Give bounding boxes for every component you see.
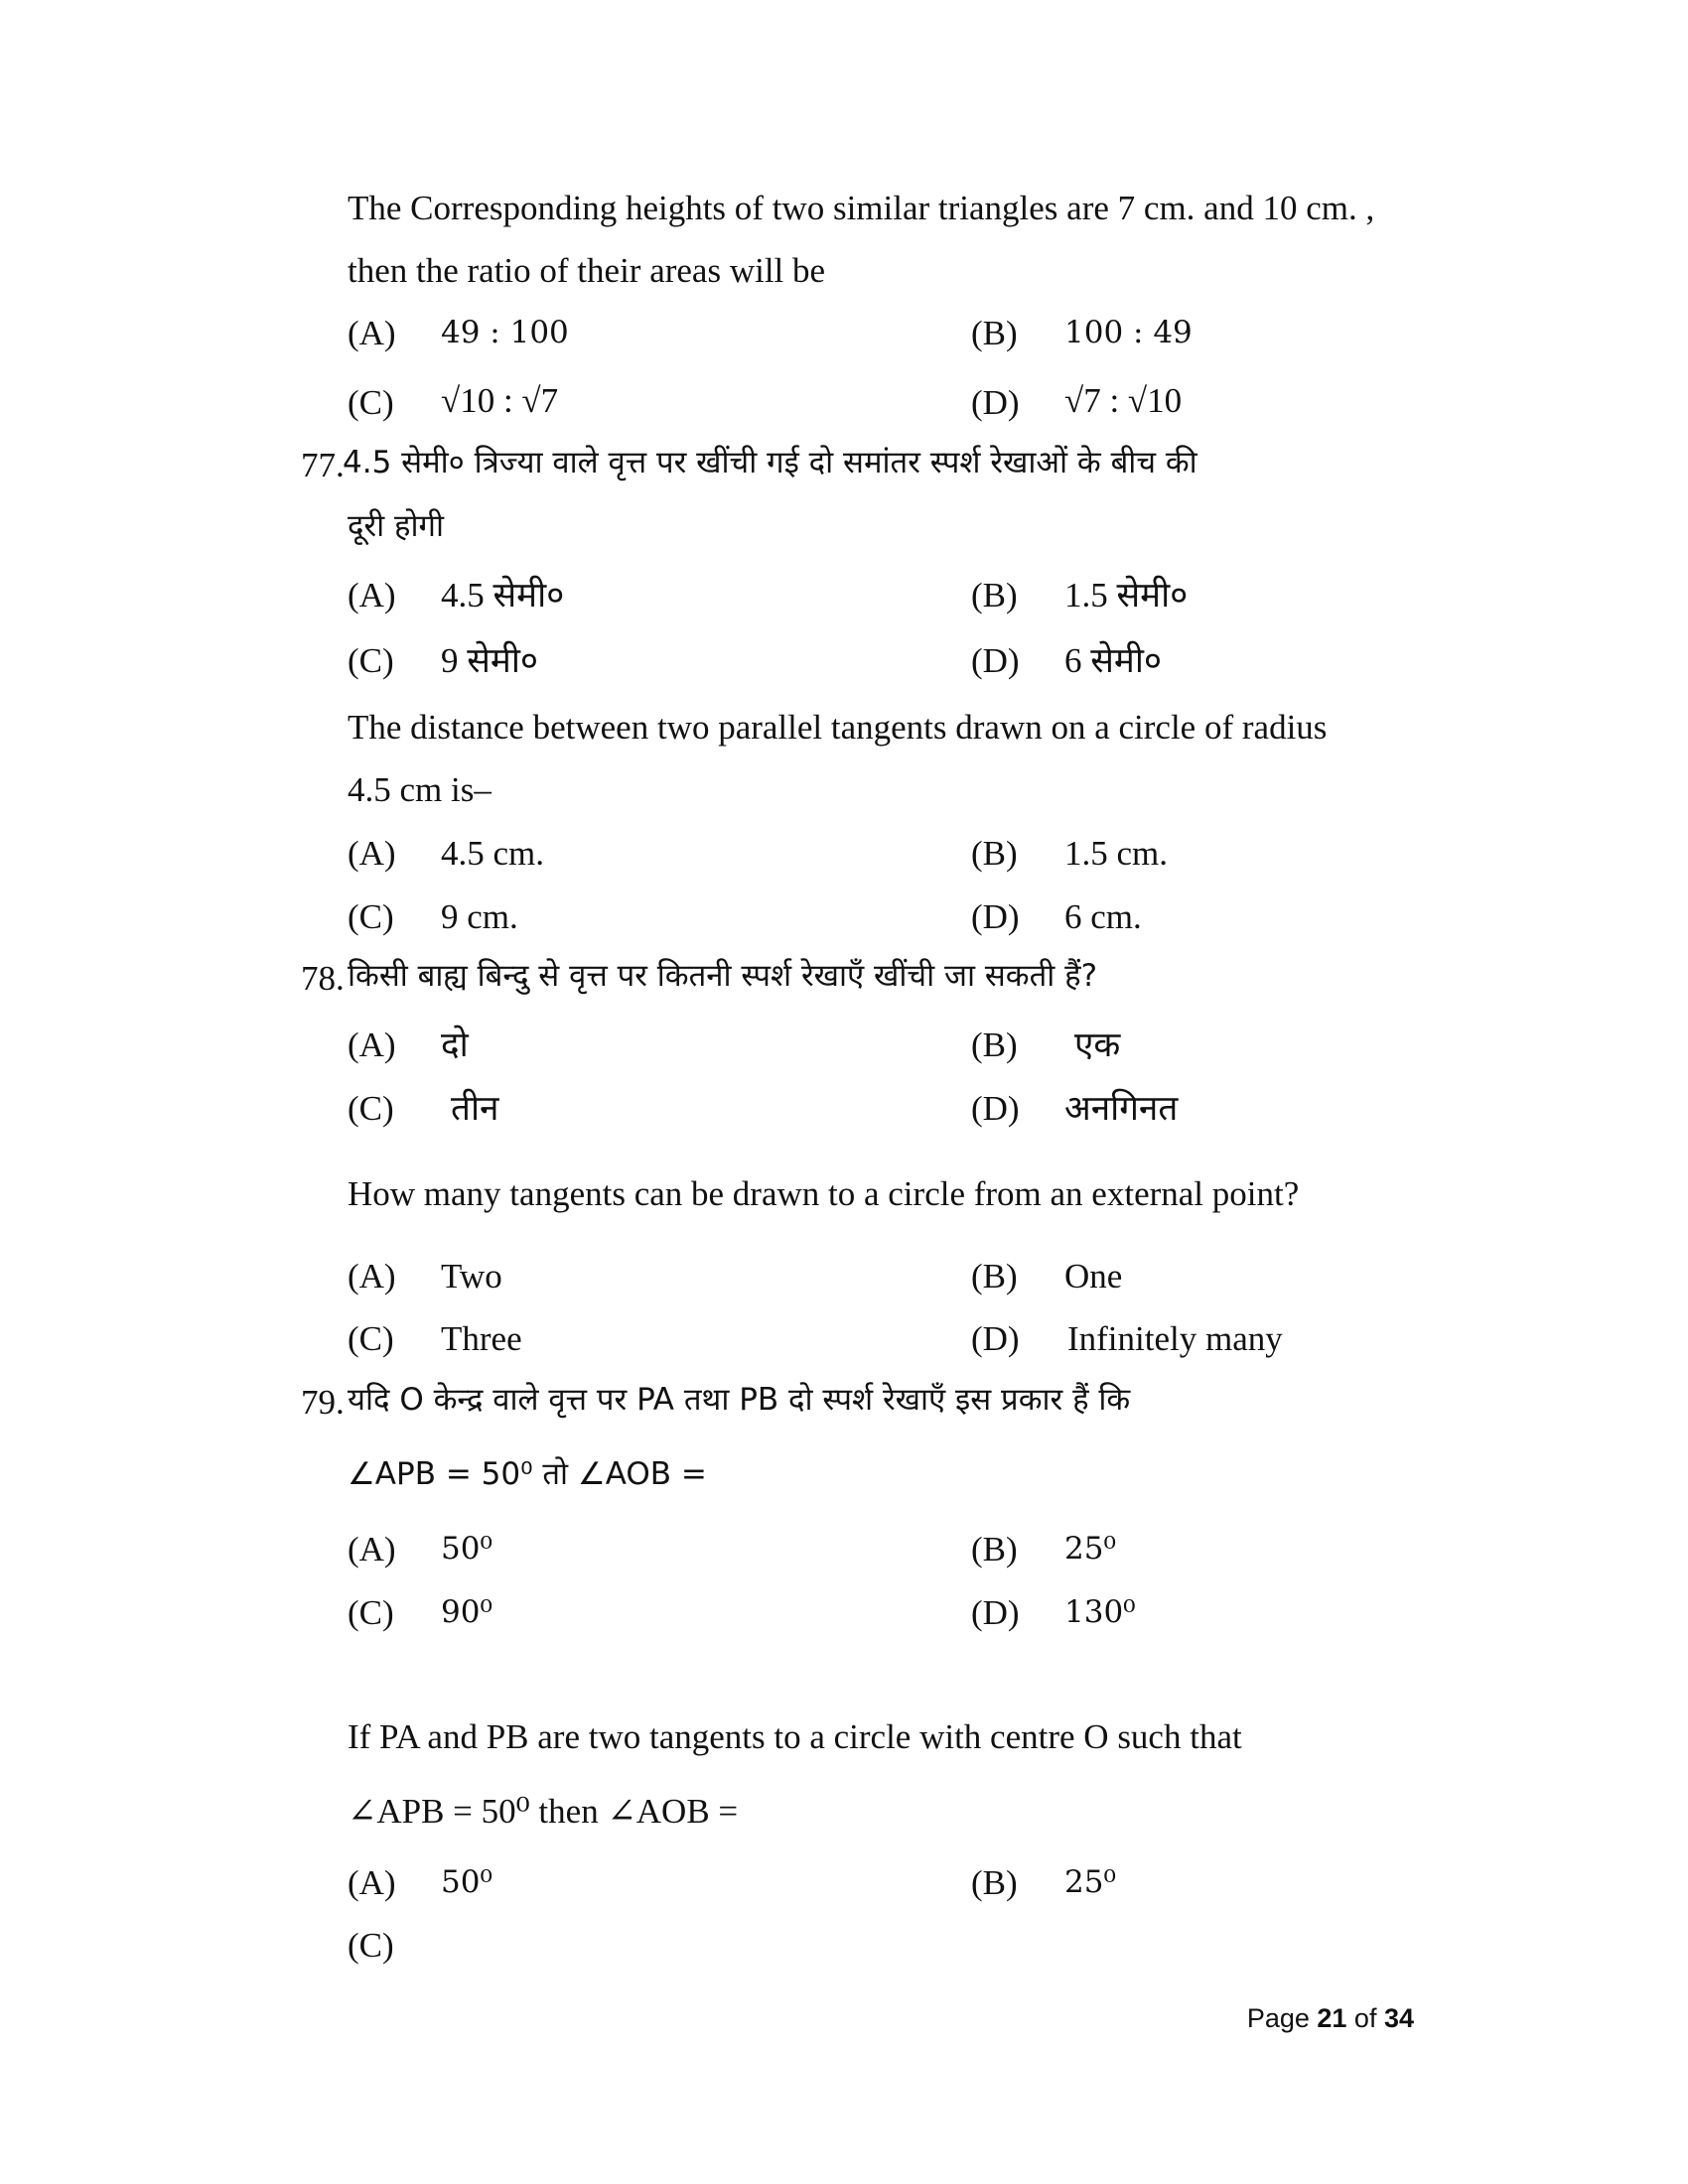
option-value: 50⁰: [441, 1531, 492, 1567]
option-label: (A): [348, 834, 396, 873]
question-text: then the ratio of their areas will be: [348, 251, 826, 290]
option-label: (C): [348, 1593, 394, 1632]
question-text: यदि O केन्द्र वाले वृत्त पर PA तथा PB दो स्पर्श रेखाएँ इस प्रकार हैं कि: [348, 1382, 1131, 1418]
option-value: √7 : √10: [1064, 381, 1183, 420]
option-label: (D): [971, 1319, 1020, 1358]
question-text: 4.5 cm is–: [348, 770, 492, 809]
total-pages: 34: [1383, 2003, 1414, 2033]
option-label: (A): [348, 576, 396, 614]
option-value: 25⁰: [1064, 1864, 1116, 1900]
page-middle: of: [1346, 2003, 1384, 2033]
option-label: (A): [348, 314, 396, 352]
question-text: ∠APB = 50⁰ then ∠AOB =: [348, 1792, 739, 1831]
question-text: दूरी होगी: [348, 508, 444, 544]
option-value: 9 सेमी०: [441, 641, 539, 680]
option-value: Three: [441, 1319, 522, 1358]
option-value: 6 सेमी०: [1064, 641, 1163, 680]
option-label: (C): [348, 383, 394, 422]
option-label: (A): [348, 1257, 396, 1296]
option-label: (D): [971, 897, 1020, 936]
option-label: (B): [971, 1530, 1018, 1569]
page-number: [1247, 2003, 1414, 2034]
option-value: √10 : √7: [441, 381, 559, 420]
option-value: 9 cm.: [441, 897, 518, 936]
question-text: किसी बाह्य बिन्दु से वृत्त पर कितनी स्पर्श रेखाएँ खींची जा सकती हैं?: [348, 958, 1098, 994]
option-value: Two: [441, 1257, 502, 1296]
option-label: (C): [348, 641, 394, 680]
option-label: (C): [348, 1089, 394, 1128]
current-page: 21: [1317, 2003, 1347, 2033]
option-label: (A): [348, 1530, 396, 1569]
option-label: (A): [348, 1025, 396, 1064]
option-value: 1.5 cm.: [1064, 834, 1169, 873]
option-label: (D): [971, 1089, 1020, 1128]
option-value: अनगिनत: [1064, 1089, 1179, 1128]
option-value: One: [1064, 1257, 1123, 1296]
option-value: 100 : 49: [1064, 315, 1193, 350]
question-text: The Corresponding heights of two similar triangles are 7 cm. and 10 cm. ,: [348, 189, 1375, 227]
question-number: 77.: [301, 446, 345, 484]
option-label: (D): [971, 383, 1020, 422]
option-value: 4.5 सेमी०: [441, 576, 565, 614]
option-label: (D): [971, 1593, 1020, 1632]
option-value: 50⁰: [441, 1864, 492, 1900]
option-label: (B): [971, 314, 1018, 352]
question-text: The distance between two parallel tangents drawn on a circle of radius: [348, 708, 1328, 747]
option-label: (B): [971, 834, 1018, 873]
option-value: 4.5 cm.: [441, 834, 545, 873]
option-value: 1.5 सेमी०: [1064, 576, 1189, 614]
option-value: 25⁰: [1064, 1531, 1116, 1567]
page-prefix: Page: [1246, 2003, 1318, 2033]
option-value: 130⁰: [1064, 1594, 1136, 1630]
option-label: (C): [348, 1319, 394, 1358]
option-label: (C): [348, 897, 394, 936]
option-value: 6 cm.: [1064, 897, 1142, 936]
option-value: एक: [1074, 1025, 1121, 1064]
option-label: (D): [971, 641, 1020, 680]
option-label: (B): [971, 1863, 1018, 1902]
option-label: (A): [348, 1863, 396, 1902]
question-text: How many tangents can be drawn to a circle from an external point?: [348, 1174, 1300, 1213]
option-label: (B): [971, 1257, 1018, 1296]
option-label: (B): [971, 576, 1018, 614]
option-value: 49 : 100: [441, 315, 569, 350]
option-value: तीन: [451, 1089, 499, 1128]
option-value: दो: [441, 1025, 469, 1064]
option-value: 90⁰: [441, 1594, 492, 1630]
question-number: 78.: [301, 959, 345, 998]
option-value: Infinitely many: [1067, 1319, 1283, 1358]
question-number: 79.: [301, 1383, 345, 1422]
question-text: ∠APB = 50⁰ तो ∠AOB =: [348, 1456, 707, 1492]
option-label: (B): [971, 1025, 1018, 1064]
question-text: If PA and PB are two tangents to a circle with centre O such that: [348, 1717, 1242, 1756]
question-text: 4.5 सेमी० त्रिज्या वाले वृत्त पर खींची गई दो समांतर स्पर्श रेखाओं के बीच की: [343, 445, 1197, 480]
option-label: (C): [348, 1926, 394, 1965]
